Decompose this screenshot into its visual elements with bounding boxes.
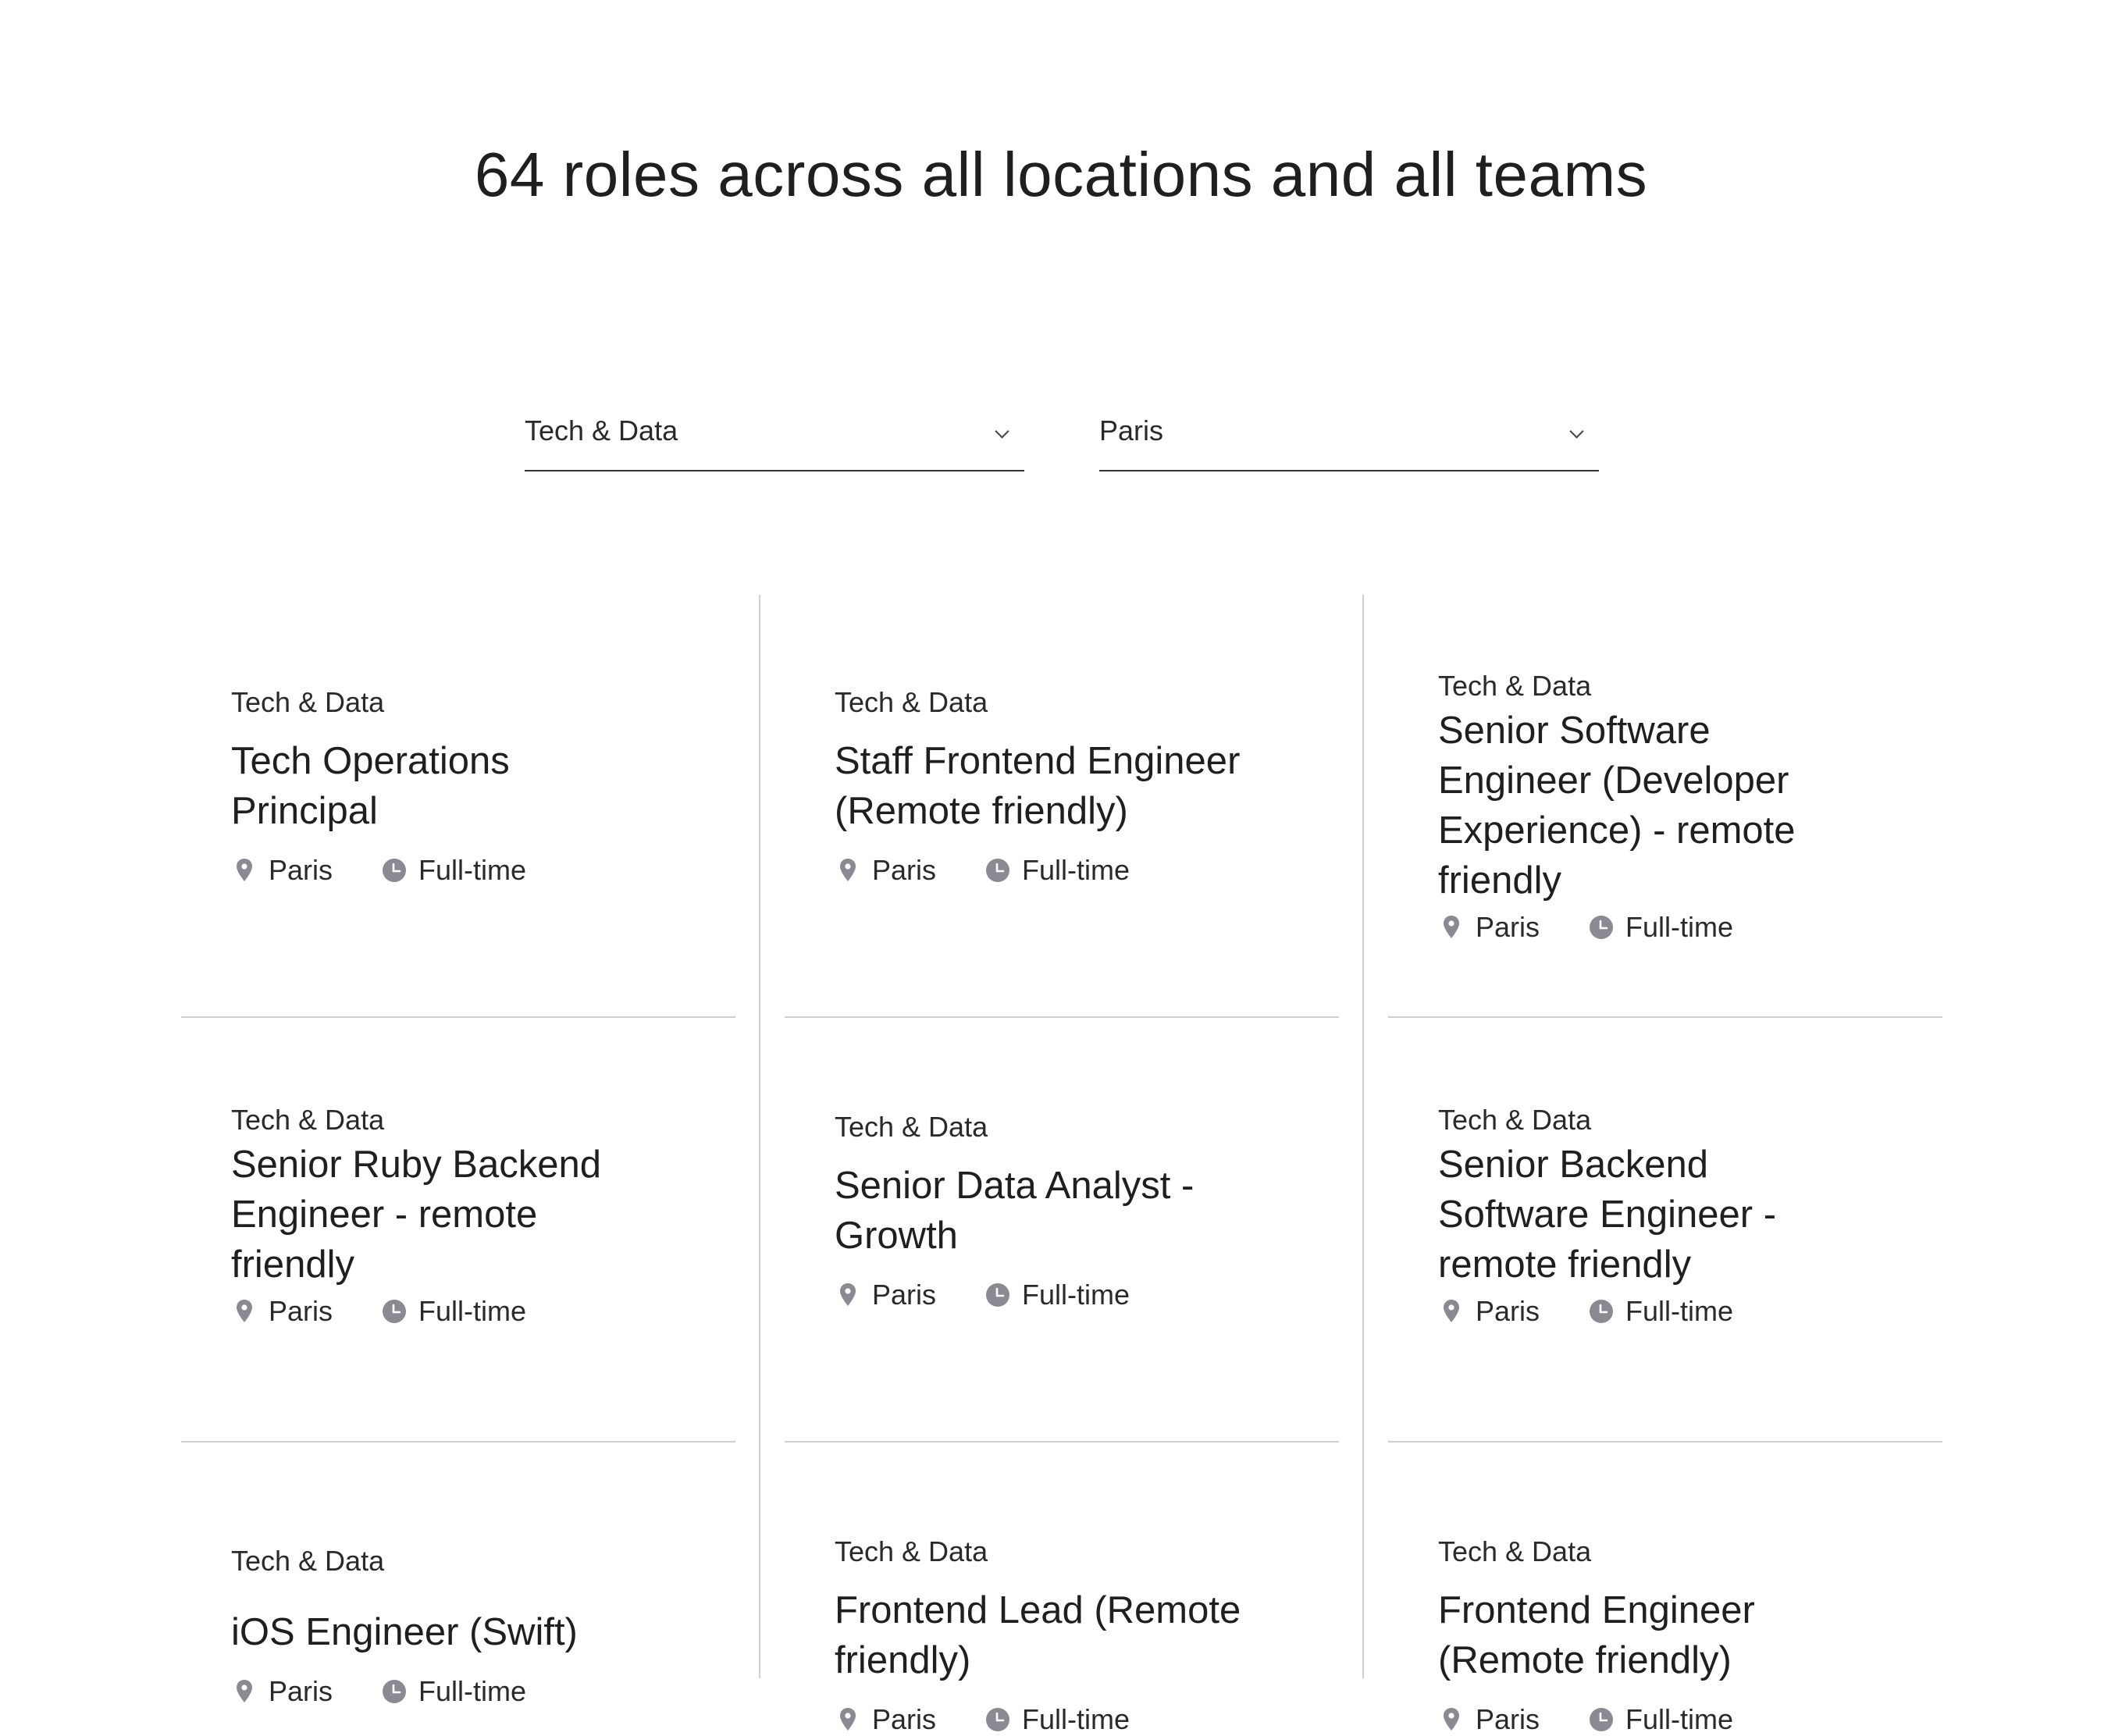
column-divider: [1362, 595, 1364, 1678]
job-type: Full-time: [418, 1675, 527, 1708]
job-title: Tech Operations Principal: [231, 740, 510, 833]
job-title: Staff Frontend Engineer (Remote friendly): [835, 740, 1241, 833]
job-title: Senior Software Engineer (Developer Experience) - remote friendly: [1438, 710, 1796, 902]
row-divider: [181, 1016, 735, 1018]
row-divider: [785, 1441, 1339, 1443]
clock-icon: [381, 857, 408, 884]
row-divider: [1388, 1441, 1942, 1443]
job-card[interactable]: [1438, 1103, 1938, 1328]
job-type: Full-time: [1625, 1295, 1734, 1328]
row-divider: [785, 1016, 1339, 1018]
row-divider: [181, 1441, 735, 1443]
job-team: Tech & Data: [231, 1104, 385, 1136]
location-pin-icon: [1438, 914, 1465, 941]
job-team: Tech & Data: [1438, 670, 1592, 702]
job-card[interactable]: [231, 685, 731, 887]
job-type: Full-time: [418, 1295, 527, 1328]
job-team: Tech & Data: [231, 1545, 385, 1577]
team-filter-select[interactable]: [525, 398, 1024, 471]
clock-icon: [1588, 1706, 1615, 1733]
job-card[interactable]: [231, 1544, 731, 1708]
job-type: Full-time: [1625, 911, 1734, 944]
team-filter-value: Tech & Data: [525, 414, 678, 446]
job-team: Tech & Data: [1438, 1104, 1592, 1136]
location-filter-value: Paris: [1099, 414, 1164, 446]
job-card[interactable]: [1438, 1535, 1938, 1736]
chevron-down-icon: [1569, 424, 1583, 438]
job-team: Tech & Data: [835, 1535, 988, 1567]
job-card[interactable]: [835, 1535, 1334, 1736]
job-type: Full-time: [1022, 854, 1130, 887]
chevron-down-icon: [995, 424, 1009, 438]
clock-icon: [1588, 914, 1615, 941]
job-location: Paris: [1476, 1703, 1540, 1736]
row-divider: [1388, 1016, 1942, 1018]
job-location: Paris: [269, 1295, 333, 1328]
job-location: Paris: [1476, 1295, 1540, 1328]
job-card[interactable]: [1438, 669, 1938, 944]
job-type: Full-time: [1625, 1703, 1734, 1736]
job-type: Full-time: [418, 854, 527, 887]
job-title: Senior Ruby Backend Engineer - remote friendly: [231, 1144, 601, 1286]
location-pin-icon: [835, 857, 861, 884]
location-pin-icon: [231, 857, 258, 884]
job-location: Paris: [872, 1703, 937, 1736]
job-location: Paris: [269, 854, 333, 887]
job-title: Frontend Lead (Remote friendly): [835, 1589, 1241, 1682]
job-title: Senior Data Analyst - Growth: [835, 1165, 1195, 1258]
job-title: iOS Engineer (Swift): [231, 1611, 578, 1654]
job-type: Full-time: [1022, 1279, 1130, 1311]
job-card[interactable]: [231, 1103, 731, 1328]
job-location: Paris: [872, 1279, 937, 1311]
job-card[interactable]: [835, 685, 1334, 887]
column-divider: [759, 595, 760, 1678]
location-pin-icon: [1438, 1298, 1465, 1325]
job-title: Frontend Engineer (Remote friendly): [1438, 1589, 1755, 1682]
job-team: Tech & Data: [231, 686, 385, 718]
job-title: Senior Backend Software Engineer - remote friendly: [1438, 1144, 1777, 1286]
job-location: Paris: [269, 1675, 333, 1708]
clock-icon: [381, 1678, 408, 1705]
location-filter-select[interactable]: [1099, 398, 1599, 471]
clock-icon: [984, 1282, 1011, 1308]
job-team: Tech & Data: [1438, 1535, 1592, 1567]
job-card[interactable]: [835, 1110, 1334, 1311]
clock-icon: [381, 1298, 408, 1325]
location-pin-icon: [835, 1706, 861, 1733]
clock-icon: [1588, 1298, 1615, 1325]
location-pin-icon: [1438, 1706, 1465, 1733]
page-title: 64 roles across all locations and all teams: [474, 140, 1648, 209]
job-location: Paris: [1476, 911, 1540, 944]
job-location: Paris: [872, 854, 937, 887]
job-team: Tech & Data: [835, 686, 988, 718]
location-pin-icon: [231, 1678, 258, 1705]
clock-icon: [984, 857, 1011, 884]
job-type: Full-time: [1022, 1703, 1130, 1736]
location-pin-icon: [231, 1298, 258, 1325]
clock-icon: [984, 1706, 1011, 1733]
location-pin-icon: [835, 1282, 861, 1308]
job-team: Tech & Data: [835, 1111, 988, 1143]
